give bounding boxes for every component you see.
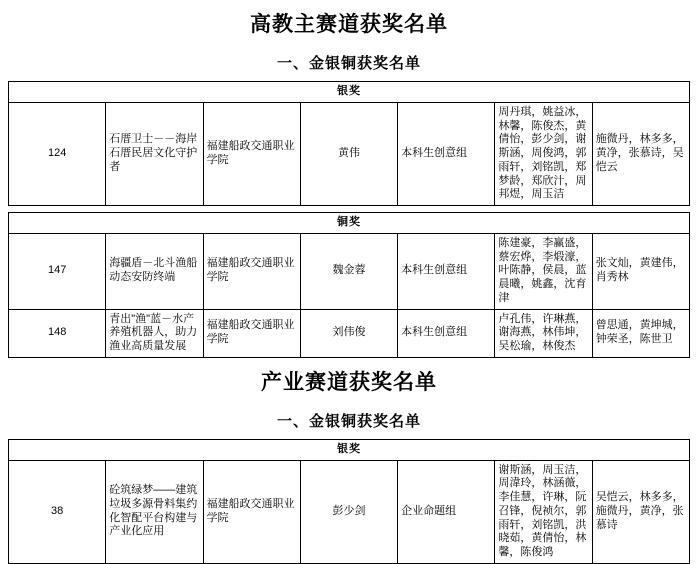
row-advisors: 曾思通，黄坤城，钟荣圣，陈世卫	[592, 309, 689, 357]
row-members: 陈建豪，李赢盛，蔡宏烨，李煅濠，叶陈静，侯晨，蓝晨曦，姚鑫，沈育津	[495, 233, 592, 309]
row-project: 青出"渔"蓝－水产养殖机器人，助力渔业高质量发展	[106, 309, 203, 357]
row-advisors: 吴恺云，林多多，施微丹，黄净，张慕诗	[592, 460, 689, 563]
row-school: 福建船政交通职业学院	[203, 102, 300, 205]
band-header-row	[9, 439, 690, 460]
row-leader: 彭少剑	[300, 460, 397, 563]
row-number: 124	[9, 102, 106, 205]
section-subtitle-2: 一、金银铜获奖名单	[276, 412, 421, 430]
row-group: 本科生创意组	[398, 309, 495, 357]
row-leader: 魏金蓉	[300, 233, 397, 309]
row-members: 周丹琪，姚益冰，林馨，陈俊杰，黄倩怡，彭少剑，谢斯涵，周俊鸿，郭雨轩，刘铭凯，郑梦龄，郑欣汁，周邦煜，周玉洁	[495, 102, 592, 205]
band-label-bronze-1: 铜奖	[9, 213, 690, 234]
awards-table-3	[8, 439, 690, 564]
section-title-1: 高教主赛道获奖名单	[250, 13, 448, 36]
row-leader: 黄伟	[300, 102, 397, 205]
row-leader: 刘伟俊	[300, 309, 397, 357]
row-group: 企业命题组	[398, 460, 495, 563]
table-row	[9, 460, 690, 563]
row-members: 谢斯涵，周玉洁，周湋玲，林涵薇，李佳慧，许琳，阮召锋，倪祯尔，郭雨轩，刘铭凯，洪晓茹，黄倩怡，林馨，陈俊鸿	[495, 460, 592, 563]
table-row	[9, 309, 690, 357]
row-school: 福建船政交通职业学院	[203, 460, 300, 563]
awards-table-1	[8, 81, 690, 206]
band-header-row	[9, 213, 690, 234]
section-subtitle-1: 一、金银铜获奖名单	[276, 55, 421, 72]
row-advisors: 张文灿，黄建伟，肖秀林	[592, 233, 689, 309]
row-advisors: 施微丹，林多多，黄净，张慕诗，吴恺云	[592, 102, 689, 205]
table-row	[9, 102, 690, 205]
row-members: 卢孔伟，许琳燕，谢海燕，林伟坤，吴松瑜，林俊杰	[495, 309, 592, 357]
row-school: 福建船政交通职业学院	[203, 233, 300, 309]
row-project: 海疆盾－北斗渔船动态安防终端	[106, 233, 203, 309]
row-group: 本科生创意组	[398, 102, 495, 205]
band-header-row	[9, 82, 690, 103]
table-row	[9, 233, 690, 309]
row-number: 147	[9, 233, 106, 309]
row-number: 148	[9, 309, 106, 357]
row-project: 砼筑绿梦——建筑垃圾多源骨料集约化智配平台构建与产业化应用	[106, 460, 203, 563]
row-project: 石厝卫士－－海岸石厝民居文化守护者	[106, 102, 203, 205]
row-group: 本科生创意组	[398, 233, 495, 309]
band-label-silver-1: 银奖	[9, 82, 690, 103]
row-school: 福建船政交通职业学院	[203, 309, 300, 357]
section-title-2: 产业赛道获奖名单	[261, 370, 437, 394]
band-label-silver-2: 银奖	[9, 439, 690, 460]
awards-table-2	[8, 212, 690, 358]
row-number: 38	[9, 460, 106, 563]
